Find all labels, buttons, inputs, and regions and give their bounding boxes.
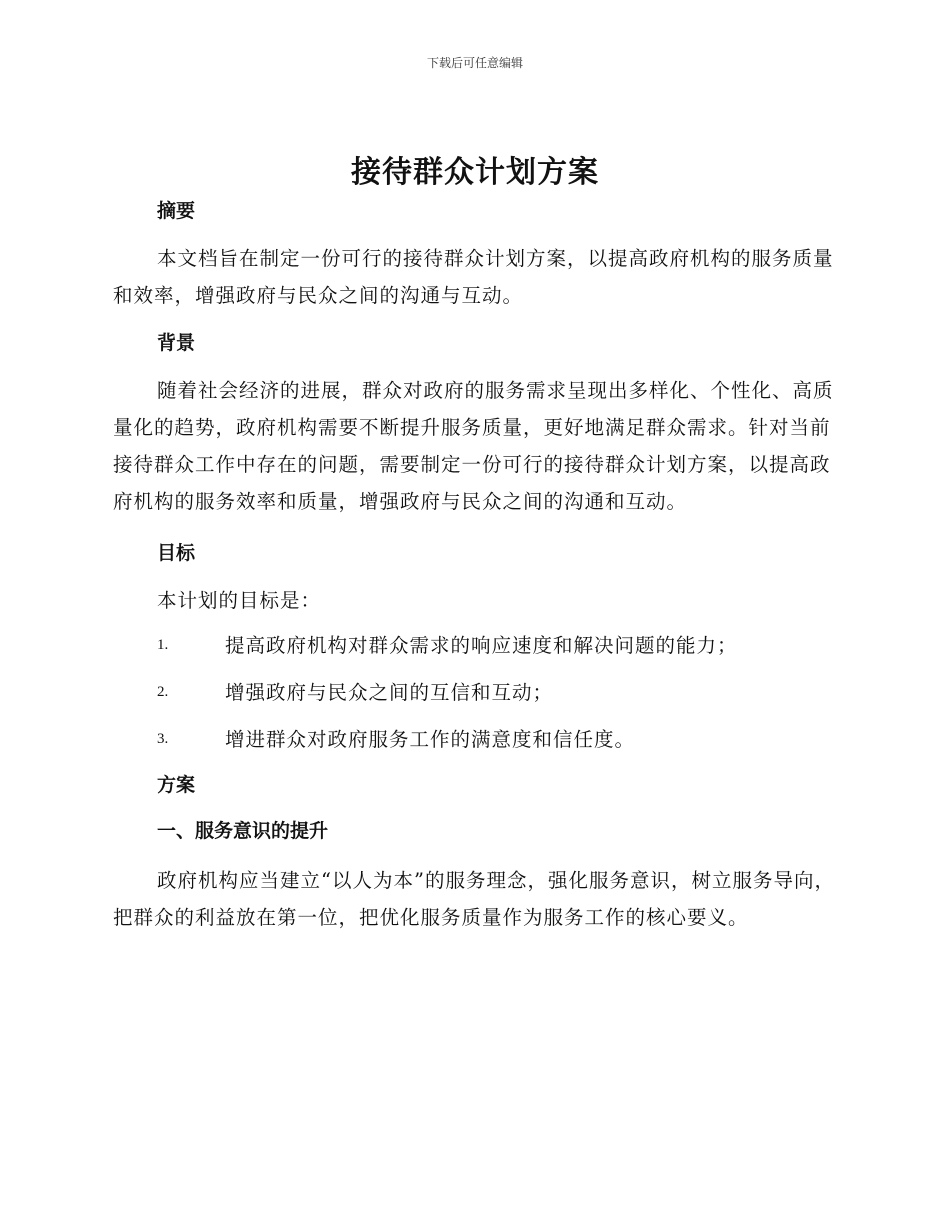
list-item-text: 增进群众对政府服务工作的满意度和信任度。 bbox=[225, 728, 636, 751]
goals-list bbox=[113, 627, 838, 768]
background-paragraph: 随着社会经济的进展，群众对政府的服务需求呈现出多样化、个性化、高质量化的趋势，政府机构需要不断提升服务质量，更好地满足群众需求。针对当前接待群众工作中存在的问题，需要制定一份可行的接待群众计划方案，以提高政府机构的服务效率和质量，增强政府与民众之间的沟通和互动。 bbox=[113, 379, 834, 513]
list-item-number: 1. bbox=[157, 637, 169, 653]
summary-paragraph: 本文档旨在制定一份可行的接待群众计划方案，以提高政府机构的服务质量和效率，增强政府与民众之间的沟通与互动。 bbox=[113, 247, 834, 307]
service-awareness-paragraph: 政府机构应当建立“以人为本”的服务理念，强化服务意识，树立服务导向，把群众的利益放在第一位，把优化服务质量作为服务工作的核心要义。 bbox=[113, 869, 835, 929]
list-item bbox=[113, 721, 838, 768]
goals-intro: 本计划的目标是： bbox=[157, 589, 322, 612]
plan-heading: 方案 bbox=[157, 774, 196, 796]
goals-heading: 目标 bbox=[157, 542, 196, 564]
list-item bbox=[113, 627, 838, 674]
list-item bbox=[113, 674, 838, 721]
list-item-number: 3. bbox=[157, 731, 169, 747]
document-body bbox=[113, 196, 838, 936]
header-note: 下载后可任意编辑 bbox=[426, 56, 523, 70]
summary-heading: 摘要 bbox=[157, 200, 196, 222]
list-item-number: 2. bbox=[157, 684, 169, 700]
document-title: 接待群众计划方案 bbox=[351, 155, 599, 190]
list-item-text: 提高政府机构对群众需求的响应速度和解决问题的能力； bbox=[225, 634, 738, 657]
plan-subheading-service-awareness: 一、服务意识的提升 bbox=[157, 820, 329, 842]
list-item-text: 增强政府与民众之间的互信和互动； bbox=[225, 681, 554, 704]
background-heading: 背景 bbox=[157, 332, 196, 354]
